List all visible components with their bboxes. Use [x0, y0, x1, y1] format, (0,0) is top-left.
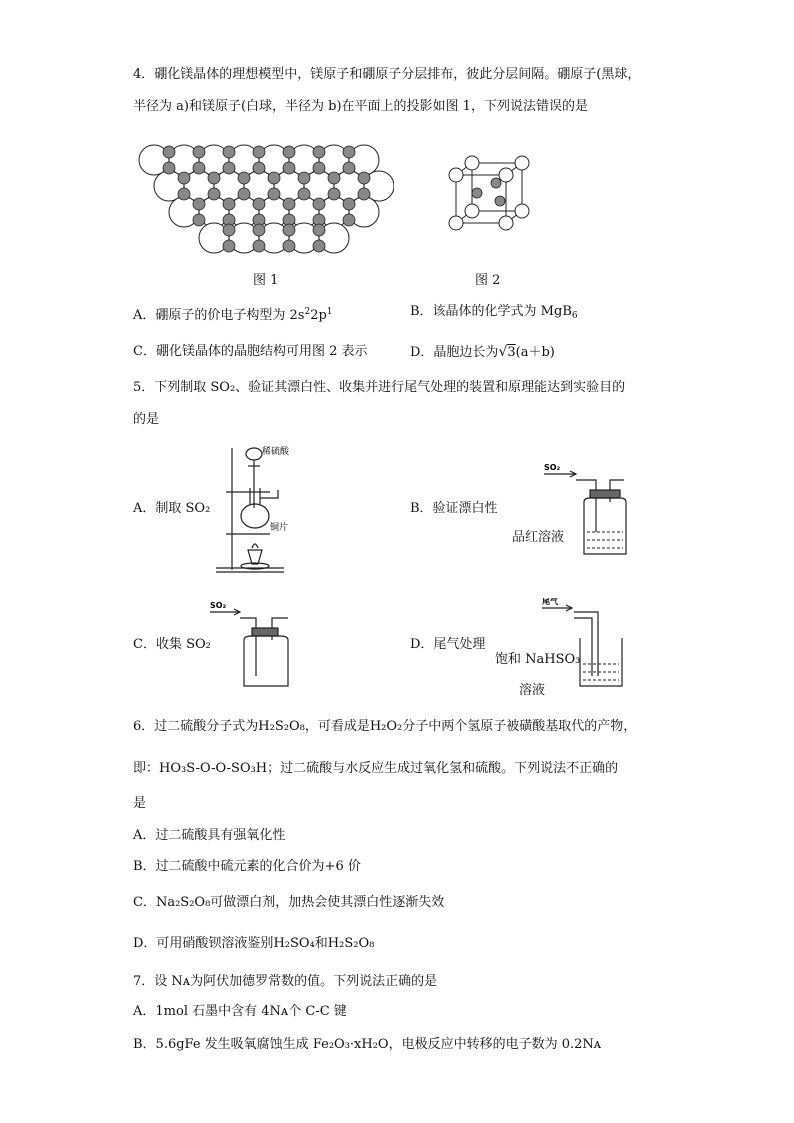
- q7-option-a: A．1mol 石墨中含有 4Nᴀ个 C-C 键: [133, 1004, 347, 1019]
- q7-stem: 7．设 Nᴀ为阿伏加德罗常数的值。下列说法正确的是: [133, 974, 438, 989]
- q5-option-c: C．收集 SO₂: [133, 637, 211, 652]
- q7-option-b: B．5.6gFe 发生吸氧腐蚀生成 Fe₂O₃·xH₂O，电极反应中转移的电子数为 0.2Nᴀ: [133, 1037, 602, 1052]
- q4-stem-line1: 4．硼化镁晶体的理想模型中，镁原子和硼原子分层排布，彼此分层间隔。硼原子(黑球，: [133, 67, 641, 82]
- label-tail-gas: 尾气: [542, 598, 558, 606]
- label-so2-b: SO₂: [544, 463, 561, 472]
- label-copper-sheet: 铜片: [270, 523, 289, 533]
- label-dilute-sulfuric-acid: 稀硫酸: [262, 447, 290, 457]
- q5-stem-line2: 的是: [133, 412, 160, 427]
- q5-option-b: B．验证漂白性: [410, 501, 498, 516]
- q6-option-a: A．过二硫酸具有强氧化性: [133, 828, 286, 843]
- q5-option-a: A．制取 SO₂: [133, 501, 211, 516]
- q6-option-b: B．过二硫酸中硫元素的化合价为+6 价: [133, 859, 361, 874]
- label-so2-c: SO₂: [210, 601, 227, 610]
- q6-stem-line1: 6．过二硫酸分子式为H₂S₂O₈，可看成是H₂O₂分子中两个氢原子被磺酸基取代的产物，: [133, 719, 637, 734]
- q4-option-c: C．硼化镁晶体的晶胞结构可用图 2 表示: [133, 344, 368, 359]
- apparatus-c-collection: [208, 600, 298, 692]
- q6-option-d: D．可用硝酸钡溶液鉴别H₂SO₄和H₂S₂O₈: [133, 936, 375, 951]
- figure-2-unit-cell: [444, 155, 534, 235]
- q4-option-b: B．该晶体的化学式为 MgB$_6$: [410, 304, 578, 321]
- q4-stem-line2: 半径为 a)和镁原子(白球，半径为 b)在平面上的投影如图 1，下列说法错误的是: [133, 99, 588, 114]
- q4-option-d: D．晶胞边长为√3(a＋b): [410, 344, 555, 360]
- q6-stem-line3: 是: [133, 796, 147, 811]
- q5-option-d: D．尾气处理: [410, 637, 486, 652]
- q6-stem-line2: 即：HO₃S-O-O-SO₃H；过二硫酸与水反应生成过氧化氢和硫酸。下列说法不正确的: [133, 761, 619, 776]
- figure-1-caption: 图 1: [253, 273, 279, 288]
- q5-stem-line1: 5．下列制取 SO₂、验证其漂白性、收集并进行尾气处理的装置和原理能达到实验目的: [133, 380, 626, 395]
- apparatus-b-bleaching-test: [540, 462, 630, 562]
- apparatus-a-so2-generation: [212, 440, 302, 578]
- label-solution: 溶液: [519, 683, 546, 698]
- figure-1-atom-projection: [138, 142, 394, 262]
- q4-option-a: A．硼原子的价电子构型为 $2s^22p^1$: [133, 307, 333, 323]
- q6-option-c: C．Na₂S₂O₈可做漂白剂，加热会使其漂白性逐渐失效: [133, 895, 445, 910]
- label-nahso3: 饱和 NaHSO₃: [495, 652, 581, 667]
- apparatus-d-tail-gas: [540, 598, 630, 692]
- label-pinhong-solution: 品红溶液: [512, 530, 565, 545]
- figure-2-caption: 图 2: [475, 273, 501, 288]
